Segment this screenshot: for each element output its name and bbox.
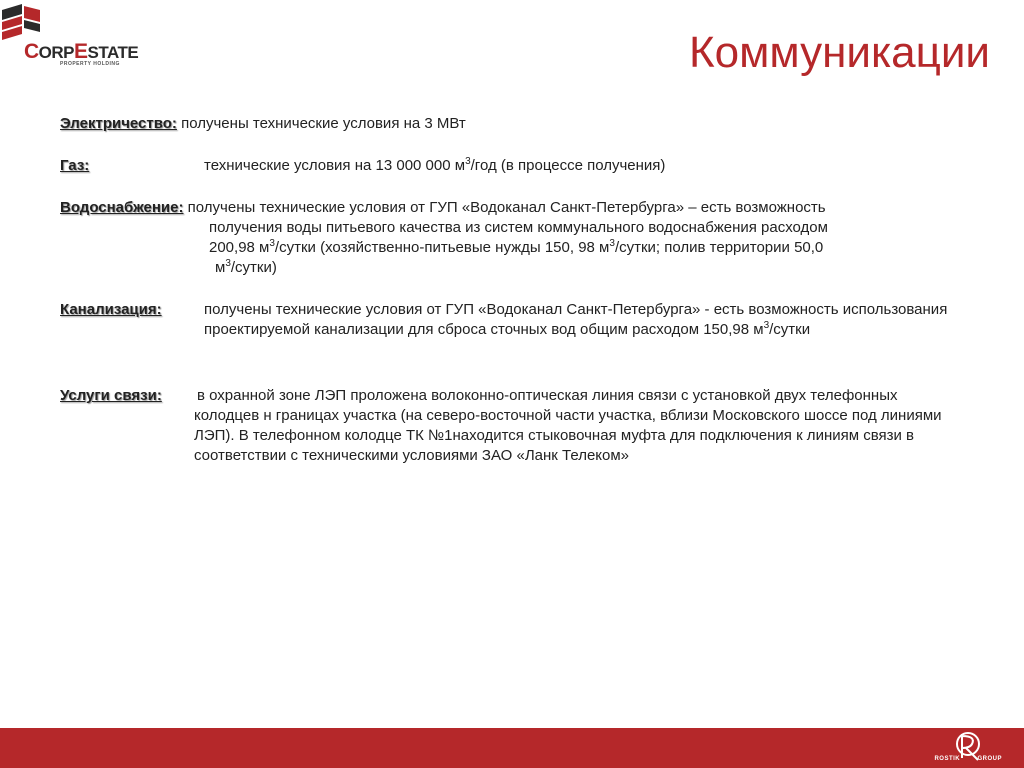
section-text: в охранной зоне ЛЭП проложена волоконно-оптическая линия связи с установкой двух телефонных колодцев н границах участка (на северо-восточной части участка, вблизи Московского шоссе под линиями ЛЭП). В телефонном колодце ТК №1находится стыковочная муфта для подключения к линиям связи в соответствии с техническими условиями ЗАО «Ланк Телеком» xyxy=(194,387,942,464)
section-label: Водоснабжение: xyxy=(60,199,184,216)
section-communications xyxy=(60,386,960,486)
section-text-line3: 200,98 $м^3$/сутки (хозяйственно-питьевые нужды 150, 98 $м^3$/сутки; полив территории 50,0 xyxy=(209,238,824,256)
section-text-line2: получения воды питьевого качества из систем коммунального водоснабжения расходом xyxy=(209,219,828,236)
section-text: технические условия на 13 000 000 $м^3$/год (в процессе получения) xyxy=(204,156,666,174)
section-water xyxy=(60,198,960,278)
section-sewer xyxy=(60,300,960,362)
footer-bar xyxy=(0,728,1024,768)
logo-wordmark: CORPESTATE xyxy=(24,40,139,63)
section-text: получены технические условия от ГУП «Водоканал Санкт-Петербурга» - есть возможность использования проектируемой канализации для сброса сточных вод общим расходом 150,98 $м^3$/сутки xyxy=(204,301,948,338)
content-area xyxy=(60,114,960,506)
section-label: Канализация: xyxy=(60,301,162,318)
section-text-line4: $м^3/сутки$) xyxy=(215,258,277,276)
footer-logo-text: ROSTIK GROUP xyxy=(934,756,1002,762)
section-label: Газ: xyxy=(60,157,90,174)
logo-subtitle: PROPERTY HOLDING xyxy=(60,61,120,67)
section-text: получены технические условия на 3 МВт xyxy=(181,115,466,132)
section-gas xyxy=(60,156,960,176)
page-title: Коммуникации xyxy=(688,28,990,77)
section-label: Услуги связи: xyxy=(60,387,162,404)
section-electricity xyxy=(60,114,960,134)
section-text-line1: получены технические условия от ГУП «Водоканал Санкт-Петербурга» – есть возможность xyxy=(187,199,826,216)
section-label: Электричество: xyxy=(60,115,177,132)
corpestate-logo xyxy=(0,4,140,74)
